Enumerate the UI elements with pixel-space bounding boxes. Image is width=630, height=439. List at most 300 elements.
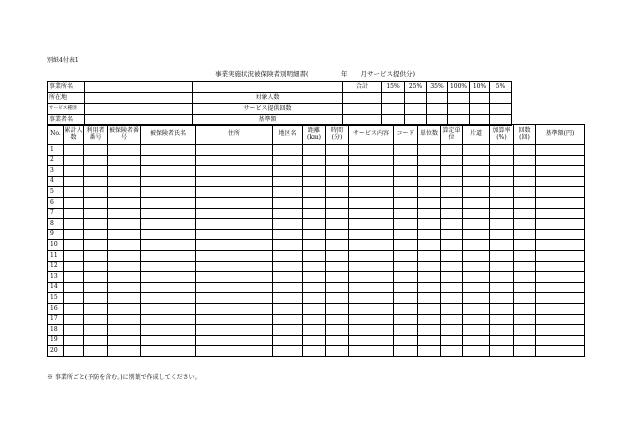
- table-cell: [536, 187, 585, 198]
- table-cell: [273, 219, 303, 230]
- rate-5: 5%: [490, 82, 512, 93]
- table-cell: [326, 282, 349, 293]
- table-cell: [536, 197, 585, 208]
- table-row: [48, 346, 585, 357]
- table-cell: [273, 272, 303, 283]
- table-cell: [84, 197, 108, 208]
- table-cell: [536, 166, 585, 177]
- table-cell: [326, 346, 349, 357]
- table-cell: [418, 303, 441, 314]
- row-number: 13: [48, 272, 64, 283]
- table-cell: [441, 187, 463, 198]
- table-cell: [141, 208, 196, 219]
- table-cell: [463, 187, 490, 198]
- table-cell: [64, 303, 84, 314]
- table-cell: [108, 229, 141, 240]
- table-cell: [108, 282, 141, 293]
- table-cell: [84, 187, 108, 198]
- table-cell: [441, 272, 463, 283]
- table-cell: [463, 303, 490, 314]
- table-cell: [141, 314, 196, 325]
- summary-label-address: 所在地: [48, 93, 85, 104]
- table-cell: [418, 208, 441, 219]
- table-cell: [349, 272, 394, 283]
- table-cell: [303, 187, 326, 198]
- table-cell: [536, 155, 585, 166]
- table-cell: [490, 335, 514, 346]
- table-cell: [108, 145, 141, 156]
- table-cell: [349, 155, 394, 166]
- table-cell: [326, 303, 349, 314]
- table-cell: [273, 346, 303, 357]
- table-cell: [108, 314, 141, 325]
- table-cell: [108, 335, 141, 346]
- table-cell: [514, 145, 536, 156]
- rate-15: 15%: [382, 82, 405, 93]
- table-cell: [196, 197, 273, 208]
- row-number: 9: [48, 229, 64, 240]
- table-cell: [394, 293, 418, 304]
- table-cell: [108, 303, 141, 314]
- table-cell: [196, 229, 273, 240]
- row-number: 2: [48, 155, 64, 166]
- table-cell: [273, 261, 303, 272]
- table-cell: [349, 176, 394, 187]
- table-cell: [418, 335, 441, 346]
- table-cell: [514, 166, 536, 177]
- table-row: [48, 197, 585, 208]
- row-number: 20: [48, 346, 64, 357]
- table-cell: [64, 176, 84, 187]
- table-cell: [84, 176, 108, 187]
- table-cell: [84, 335, 108, 346]
- column-header: 時間(分): [326, 125, 349, 145]
- row-number: 3: [48, 166, 64, 177]
- table-cell: [349, 314, 394, 325]
- table-cell: [490, 155, 514, 166]
- table-cell: [326, 250, 349, 261]
- table-cell: [349, 335, 394, 346]
- table-cell: [490, 208, 514, 219]
- table-cell: [536, 346, 585, 357]
- row-number: 14: [48, 282, 64, 293]
- table-cell: [349, 261, 394, 272]
- table-cell: [64, 240, 84, 251]
- table-cell: [536, 303, 585, 314]
- table-cell: [108, 187, 141, 198]
- table-cell: [514, 314, 536, 325]
- table-cell: [394, 346, 418, 357]
- table-cell: [418, 250, 441, 261]
- table-cell: [273, 325, 303, 336]
- table-cell: [303, 229, 326, 240]
- column-header: 算定単位: [441, 125, 463, 145]
- table-cell: [303, 197, 326, 208]
- table-cell: [463, 261, 490, 272]
- table-cell: [490, 166, 514, 177]
- table-cell: [273, 293, 303, 304]
- table-cell: [394, 208, 418, 219]
- table-cell: [441, 145, 463, 156]
- table-row: [48, 187, 585, 198]
- table-cell: [463, 229, 490, 240]
- table-cell: [349, 325, 394, 336]
- table-cell: [490, 303, 514, 314]
- table-cell: [273, 229, 303, 240]
- table-cell: [196, 261, 273, 272]
- table-cell: [514, 187, 536, 198]
- table-cell: [418, 155, 441, 166]
- table-cell: [64, 229, 84, 240]
- table-cell: [394, 272, 418, 283]
- table-cell: [536, 229, 585, 240]
- table-cell: [536, 282, 585, 293]
- table-cell: [326, 197, 349, 208]
- table-cell: [441, 261, 463, 272]
- table-cell: [108, 250, 141, 261]
- table-cell: [463, 145, 490, 156]
- table-cell: [441, 282, 463, 293]
- row-number: 7: [48, 208, 64, 219]
- table-cell: [64, 282, 84, 293]
- table-cell: [273, 303, 303, 314]
- rate-35: 35%: [427, 82, 448, 93]
- table-cell: [273, 314, 303, 325]
- table-cell: [441, 303, 463, 314]
- table-row: [48, 176, 585, 187]
- column-header: 地区名: [273, 125, 303, 145]
- table-cell: [64, 155, 84, 166]
- table-cell: [84, 166, 108, 177]
- column-header: 基準額(円): [536, 125, 585, 145]
- table-row: [48, 240, 585, 251]
- table-row: [48, 293, 585, 304]
- summary-label-office-name: 事業所名: [48, 82, 85, 93]
- table-cell: [418, 229, 441, 240]
- table-cell: [84, 293, 108, 304]
- column-header: 加算率(%): [490, 125, 514, 145]
- table-cell: [196, 219, 273, 230]
- table-cell: [394, 250, 418, 261]
- table-cell: [490, 240, 514, 251]
- table-cell: [349, 346, 394, 357]
- table-cell: [108, 208, 141, 219]
- row-number: 6: [48, 197, 64, 208]
- table-cell: [141, 197, 196, 208]
- table-cell: [141, 282, 196, 293]
- table-cell: [108, 166, 141, 177]
- table-cell: [141, 303, 196, 314]
- table-cell: [441, 240, 463, 251]
- row-number: 4: [48, 176, 64, 187]
- table-cell: [394, 155, 418, 166]
- table-cell: [349, 303, 394, 314]
- table-cell: [303, 314, 326, 325]
- table-cell: [490, 219, 514, 230]
- table-cell: [514, 325, 536, 336]
- table-cell: [196, 314, 273, 325]
- table-cell: [273, 155, 303, 166]
- table-cell: [141, 293, 196, 304]
- table-cell: [536, 335, 585, 346]
- table-cell: [394, 166, 418, 177]
- table-cell: [303, 303, 326, 314]
- table-cell: [463, 282, 490, 293]
- table-cell: [349, 282, 394, 293]
- table-cell: [196, 155, 273, 166]
- table-cell: [326, 314, 349, 325]
- table-cell: [349, 240, 394, 251]
- table-cell: [394, 303, 418, 314]
- table-cell: [64, 325, 84, 336]
- summary-total-label: 合計: [343, 82, 382, 93]
- table-cell: [84, 145, 108, 156]
- table-cell: [273, 145, 303, 156]
- table-cell: [196, 346, 273, 357]
- table-cell: [141, 145, 196, 156]
- table-cell: [141, 187, 196, 198]
- table-cell: [514, 282, 536, 293]
- row-number: 12: [48, 261, 64, 272]
- table-cell: [394, 176, 418, 187]
- table-row: [48, 261, 585, 272]
- table-cell: [463, 272, 490, 283]
- table-cell: [303, 155, 326, 166]
- table-row: [48, 282, 585, 293]
- table-cell: [490, 261, 514, 272]
- table-cell: [441, 325, 463, 336]
- table-cell: [418, 240, 441, 251]
- table-cell: [463, 325, 490, 336]
- table-cell: [196, 240, 273, 251]
- table-cell: [463, 197, 490, 208]
- table-cell: [303, 166, 326, 177]
- table-cell: [441, 293, 463, 304]
- table-cell: [303, 293, 326, 304]
- table-cell: [490, 282, 514, 293]
- table-cell: [394, 314, 418, 325]
- table-cell: [441, 197, 463, 208]
- table-cell: [84, 272, 108, 283]
- row-number: 1: [48, 145, 64, 156]
- table-cell: [141, 250, 196, 261]
- table-cell: [141, 261, 196, 272]
- table-cell: [273, 335, 303, 346]
- table-cell: [303, 145, 326, 156]
- table-cell: [84, 325, 108, 336]
- table-cell: [536, 325, 585, 336]
- table-cell: [418, 346, 441, 357]
- table-cell: [273, 250, 303, 261]
- table-cell: [108, 219, 141, 230]
- table-cell: [326, 261, 349, 272]
- table-cell: [514, 293, 536, 304]
- table-cell: [303, 335, 326, 346]
- table-cell: [463, 176, 490, 187]
- form-id: 別紙4付表1: [47, 57, 79, 64]
- table-cell: [108, 240, 141, 251]
- table-cell: [536, 314, 585, 325]
- table-cell: [514, 272, 536, 283]
- table-cell: [196, 282, 273, 293]
- table-cell: [64, 219, 84, 230]
- table-cell: [196, 325, 273, 336]
- table-cell: [441, 314, 463, 325]
- table-cell: [326, 229, 349, 240]
- table-cell: [514, 155, 536, 166]
- table-cell: [463, 240, 490, 251]
- table-cell: [490, 250, 514, 261]
- table-cell: [84, 155, 108, 166]
- table-cell: [141, 155, 196, 166]
- table-cell: [64, 261, 84, 272]
- summary-label-service-type: サービス種別: [48, 104, 85, 115]
- summary-table: [47, 81, 512, 126]
- table-cell: [108, 176, 141, 187]
- table-cell: [326, 335, 349, 346]
- row-number: 18: [48, 325, 64, 336]
- table-cell: [303, 219, 326, 230]
- table-cell: [536, 272, 585, 283]
- table-cell: [303, 176, 326, 187]
- table-cell: [418, 261, 441, 272]
- table-cell: [326, 219, 349, 230]
- row-number: 10: [48, 240, 64, 251]
- table-cell: [536, 240, 585, 251]
- table-cell: [394, 325, 418, 336]
- table-cell: [463, 208, 490, 219]
- table-cell: [490, 176, 514, 187]
- service-type-value: [85, 104, 193, 115]
- table-cell: [490, 145, 514, 156]
- table-cell: [394, 197, 418, 208]
- table-cell: [108, 272, 141, 283]
- table-cell: [463, 166, 490, 177]
- table-cell: [349, 229, 394, 240]
- footnote: ※ 事業所ごと(予防を含む。)に別葉で作成してください。: [47, 374, 201, 381]
- table-cell: [441, 208, 463, 219]
- table-cell: [514, 250, 536, 261]
- table-cell: [64, 145, 84, 156]
- table-cell: [273, 282, 303, 293]
- table-cell: [64, 208, 84, 219]
- row-number: 11: [48, 250, 64, 261]
- table-cell: [141, 176, 196, 187]
- column-header: 住所: [196, 125, 273, 145]
- table-cell: [84, 219, 108, 230]
- table-cell: [84, 314, 108, 325]
- table-row: [48, 166, 585, 177]
- table-cell: [326, 145, 349, 156]
- table-cell: [514, 197, 536, 208]
- table-cell: [196, 293, 273, 304]
- table-row: [48, 314, 585, 325]
- table-cell: [441, 335, 463, 346]
- table-cell: [463, 293, 490, 304]
- table-row: [48, 303, 585, 314]
- column-header: サービス内容: [349, 125, 394, 145]
- table-cell: [64, 250, 84, 261]
- table-cell: [64, 346, 84, 357]
- table-cell: [349, 166, 394, 177]
- table-cell: [196, 166, 273, 177]
- table-cell: [303, 325, 326, 336]
- table-cell: [84, 240, 108, 251]
- table-cell: [441, 346, 463, 357]
- table-cell: [394, 261, 418, 272]
- table-cell: [536, 208, 585, 219]
- table-cell: [64, 314, 84, 325]
- table-row: [48, 145, 585, 156]
- table-cell: [394, 335, 418, 346]
- table-cell: [418, 282, 441, 293]
- table-cell: [514, 303, 536, 314]
- table-cell: [349, 197, 394, 208]
- table-cell: [536, 145, 585, 156]
- table-cell: [273, 240, 303, 251]
- table-cell: [394, 240, 418, 251]
- summary-label-provider-name: 事業者名: [48, 115, 85, 126]
- table-cell: [141, 219, 196, 230]
- rate-10: 10%: [470, 82, 490, 93]
- table-cell: [303, 346, 326, 357]
- table-cell: [196, 303, 273, 314]
- table-cell: [84, 261, 108, 272]
- table-cell: [303, 250, 326, 261]
- column-header: 被保険者氏名: [141, 125, 196, 145]
- table-row: [48, 208, 585, 219]
- table-cell: [490, 314, 514, 325]
- table-cell: [84, 303, 108, 314]
- table-cell: [394, 145, 418, 156]
- summary-label-base-amount: 基準額: [193, 115, 343, 126]
- table-cell: [394, 187, 418, 198]
- table-cell: [441, 166, 463, 177]
- table-cell: [84, 208, 108, 219]
- table-cell: [196, 250, 273, 261]
- table-cell: [196, 335, 273, 346]
- table-cell: [273, 208, 303, 219]
- table-cell: [418, 272, 441, 283]
- table-cell: [463, 155, 490, 166]
- table-cell: [536, 293, 585, 304]
- table-cell: [196, 272, 273, 283]
- table-cell: [303, 208, 326, 219]
- rate-100: 100%: [448, 82, 470, 93]
- table-cell: [349, 293, 394, 304]
- table-row: [48, 325, 585, 336]
- table-cell: [141, 166, 196, 177]
- table-cell: [514, 219, 536, 230]
- table-cell: [441, 176, 463, 187]
- summary-mid-blank: [193, 82, 343, 93]
- table-cell: [441, 250, 463, 261]
- row-number: 5: [48, 187, 64, 198]
- table-row: [48, 229, 585, 240]
- table-cell: [326, 293, 349, 304]
- table-cell: [349, 250, 394, 261]
- table-cell: [141, 346, 196, 357]
- table-cell: [303, 282, 326, 293]
- table-cell: [536, 261, 585, 272]
- address-value: [85, 93, 193, 104]
- table-cell: [273, 166, 303, 177]
- table-cell: [196, 187, 273, 198]
- table-cell: [441, 155, 463, 166]
- table-cell: [490, 229, 514, 240]
- table-cell: [326, 176, 349, 187]
- table-cell: [326, 187, 349, 198]
